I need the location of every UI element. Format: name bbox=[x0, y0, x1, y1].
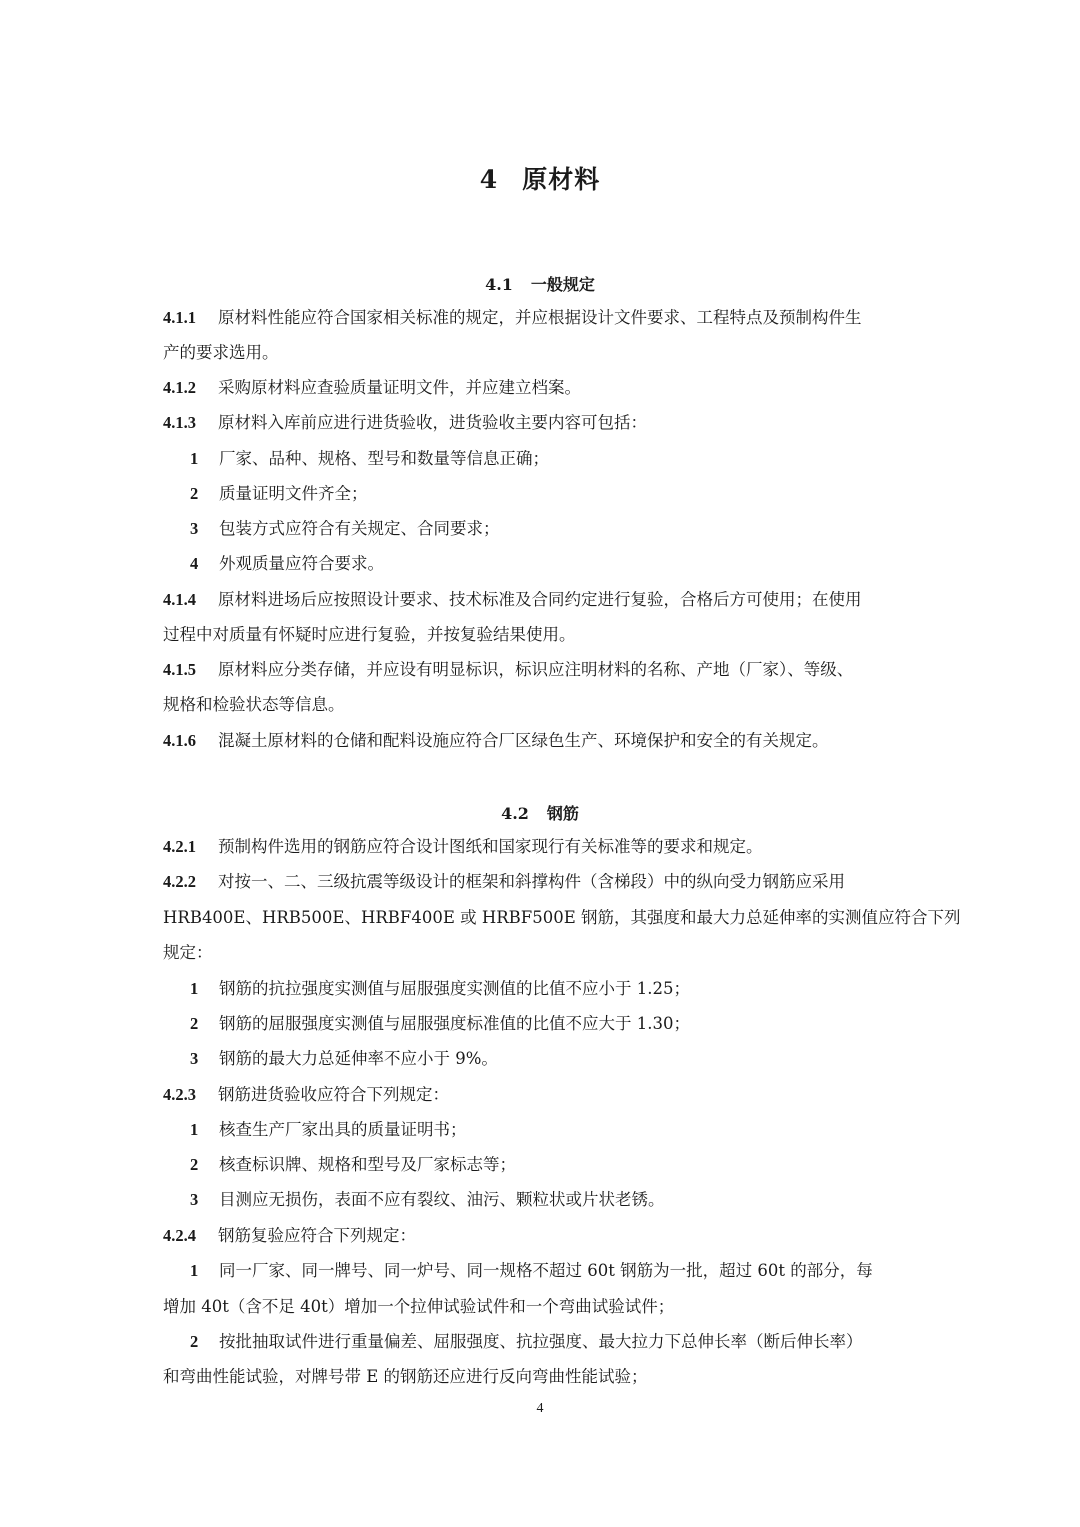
item-text: 按批抽取试件进行重量偏差、屈服强度、抗拉强度、最大拉力下总伸长率（断后伸长率） bbox=[219, 1332, 863, 1351]
clause-text: 规格和检验状态等信息。 bbox=[163, 695, 345, 714]
item-number: 3 bbox=[190, 519, 199, 538]
clause-line bbox=[163, 694, 345, 716]
clause-number: 4.2.4 bbox=[163, 1226, 196, 1245]
item-text: 厂家、品种、规格、型号和数量等信息正确； bbox=[219, 449, 549, 468]
clause-line bbox=[163, 871, 845, 893]
list-item bbox=[190, 1013, 690, 1035]
clause-text: 原材料性能应符合国家相关标准的规定，并应根据设计文件要求、工程特点及预制构件生 bbox=[218, 308, 862, 327]
clause-text: 产的要求选用。 bbox=[163, 343, 279, 362]
clause-line bbox=[163, 377, 581, 399]
item-number: 3 bbox=[190, 1049, 199, 1068]
chapter-number: 4 bbox=[479, 165, 499, 194]
clause-line bbox=[163, 412, 647, 434]
page-number: 4 bbox=[536, 1401, 544, 1416]
clause-line bbox=[163, 307, 862, 329]
list-item bbox=[190, 483, 368, 505]
list-item bbox=[190, 1189, 665, 1211]
clause-number: 4.1.6 bbox=[163, 731, 196, 750]
item-text: 增加 40t（含不足 40t）增加一个拉伸试验试件和一个弯曲试验试件； bbox=[163, 1297, 675, 1316]
list-item bbox=[190, 448, 549, 470]
clause-text: HRB400E、HRB500E、HRBF400E 或 HRBF500E 钢筋，其强度和最大力总延伸率的实测值应符合下列 bbox=[163, 908, 961, 927]
clause-text: 原材料进场后应按照设计要求、技术标准及合同约定进行复验，合格后方可使用；在使用 bbox=[218, 590, 862, 609]
clause-text: 钢筋进货验收应符合下列规定： bbox=[218, 1085, 449, 1104]
item-text: 钢筋的最大力总延伸率不应小于 9%。 bbox=[219, 1049, 498, 1068]
item-text: 质量证明文件齐全； bbox=[219, 484, 368, 503]
section-number: 4.2 bbox=[501, 804, 529, 823]
item-number: 1 bbox=[190, 449, 199, 468]
chapter-title bbox=[0, 160, 1080, 196]
item-text: 钢筋的抗拉强度实测值与屈服强度实测值的比值不应小于 1.25； bbox=[219, 979, 690, 998]
clause-text: 采购原材料应查验质量证明文件，并应建立档案。 bbox=[218, 378, 581, 397]
section-number: 4.1 bbox=[485, 275, 513, 294]
list-item-continuation bbox=[163, 1366, 648, 1388]
item-number: 1 bbox=[190, 979, 199, 998]
item-text: 外观质量应符合要求。 bbox=[219, 554, 384, 573]
clause-number: 4.2.2 bbox=[163, 872, 196, 891]
item-number: 1 bbox=[190, 1261, 199, 1280]
clause-line bbox=[163, 659, 853, 681]
clause-line bbox=[163, 342, 279, 364]
chapter-title-text: 原材料 bbox=[522, 165, 601, 194]
clause-line bbox=[163, 589, 862, 611]
clause-line bbox=[163, 907, 961, 929]
list-item bbox=[190, 553, 384, 575]
list-item bbox=[190, 1154, 516, 1176]
clause-number: 4.1.2 bbox=[163, 378, 196, 397]
clause-line bbox=[163, 624, 576, 646]
clause-text: 钢筋复验应符合下列规定： bbox=[218, 1226, 416, 1245]
section-title bbox=[0, 801, 1080, 824]
clause-number: 4.2.1 bbox=[163, 837, 196, 856]
item-number: 1 bbox=[190, 1120, 199, 1139]
item-text: 核查标识牌、规格和型号及厂家标志等； bbox=[219, 1155, 516, 1174]
clause-text: 预制构件选用的钢筋应符合设计图纸和国家现行有关标准等的要求和规定。 bbox=[218, 837, 763, 856]
clause-line bbox=[163, 1084, 449, 1106]
clause-number: 4.1.5 bbox=[163, 660, 196, 679]
item-number: 2 bbox=[190, 484, 199, 503]
clause-text: 对按一、二、三级抗震等级设计的框架和斜撑构件（含梯段）中的纵向受力钢筋应采用 bbox=[218, 872, 845, 891]
item-number: 2 bbox=[190, 1155, 199, 1174]
item-text: 核查生产厂家出具的质量证明书； bbox=[219, 1120, 467, 1139]
clause-text: 原材料入库前应进行进货验收，进货验收主要内容可包括： bbox=[218, 413, 647, 432]
clause-text: 规定： bbox=[163, 943, 213, 962]
item-number: 4 bbox=[190, 554, 199, 573]
list-item-continuation bbox=[163, 1296, 674, 1318]
item-text: 同一厂家、同一牌号、同一炉号、同一规格不超过 60t 钢筋为一批，超过 60t 的部分，每 bbox=[219, 1261, 873, 1280]
section-title-text: 钢筋 bbox=[546, 804, 579, 823]
section-title bbox=[0, 272, 1080, 295]
item-number: 3 bbox=[190, 1190, 199, 1209]
list-item bbox=[190, 518, 500, 540]
item-text: 目测应无损伤，表面不应有裂纹、油污、颗粒状或片状老锈。 bbox=[219, 1190, 665, 1209]
item-text: 钢筋的屈服强度实测值与屈服强度标准值的比值不应大于 1.30； bbox=[219, 1014, 690, 1033]
clause-text: 过程中对质量有怀疑时应进行复验，并按复验结果使用。 bbox=[163, 625, 576, 644]
list-item bbox=[190, 1048, 498, 1070]
list-item bbox=[190, 1331, 863, 1353]
section-title-text: 一般规定 bbox=[530, 275, 595, 294]
list-item bbox=[190, 1260, 873, 1282]
clause-line bbox=[163, 836, 763, 858]
clause-line bbox=[163, 942, 213, 964]
list-item bbox=[190, 1119, 467, 1141]
clause-number: 4.1.4 bbox=[163, 590, 196, 609]
clause-line bbox=[163, 1225, 416, 1247]
clause-text: 混凝土原材料的仓储和配料设施应符合厂区绿色生产、环境保护和安全的有关规定。 bbox=[218, 731, 829, 750]
clause-number: 4.1.3 bbox=[163, 413, 196, 432]
clause-line bbox=[163, 730, 829, 752]
item-number: 2 bbox=[190, 1332, 199, 1351]
item-text: 和弯曲性能试验，对牌号带 E 的钢筋还应进行反向弯曲性能试验； bbox=[163, 1367, 648, 1386]
item-text: 包装方式应符合有关规定、合同要求； bbox=[219, 519, 500, 538]
list-item bbox=[190, 978, 690, 1000]
item-number: 2 bbox=[190, 1014, 199, 1033]
clause-number: 4.2.3 bbox=[163, 1085, 196, 1104]
clause-text: 原材料应分类存储，并应设有明显标识，标识应注明材料的名称、产地（厂家）、等级、 bbox=[218, 660, 854, 679]
clause-number: 4.1.1 bbox=[163, 308, 196, 327]
